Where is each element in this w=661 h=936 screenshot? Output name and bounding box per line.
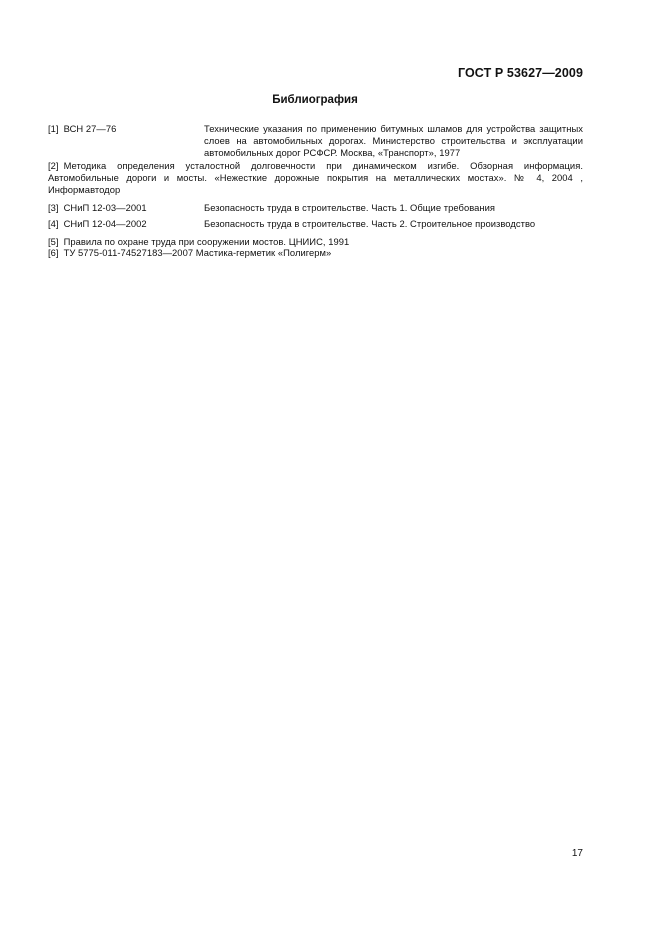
bibliography-entry-4 xyxy=(48,218,583,230)
section-title: Библиография xyxy=(272,94,358,106)
entry-number: [4] xyxy=(48,218,59,229)
entry-description: Мастика-герметик «Полигерм» xyxy=(195,247,332,258)
entry-description: Безопасность труда в строительстве. Часть 1. Общие требования xyxy=(204,202,496,213)
page-number: 17 xyxy=(571,848,583,859)
entry-description: Безопасность труда в строительстве. Часть 2. Строительное производство xyxy=(204,218,536,229)
bibliography-entry-2 xyxy=(48,160,583,196)
entry-number: [1] xyxy=(48,123,59,134)
entry-code: ТУ 5775-011-74527183—2007 xyxy=(63,247,194,258)
entry-code: ВСН 27—76 xyxy=(63,123,117,134)
entry-description: Технические указания по применению битумных шламов для устройства защитных слоев на автомобильных дорогах. Министерство строительства и эксплуатации автомобильных дорог РСФСР. Москва, «Транспорт», 1977 xyxy=(204,123,583,158)
entry-text: Методика определения усталостной долговечности при динамическом изгибе. Обзорная информация. Автомобильные дороги и мосты. «Нежесткие дорожные покрытия на металлических мостах». № 4, 2004 , Информавтодор xyxy=(48,160,583,195)
entry-reference xyxy=(48,202,147,214)
entry-number: [5] xyxy=(48,236,59,247)
entry-reference xyxy=(48,123,116,135)
entry-code: СНиП 12-04—2002 xyxy=(63,218,147,229)
entry-reference xyxy=(48,218,147,230)
entry-number: [3] xyxy=(48,202,59,213)
document-code-header: ГОСТ Р 53627—2009 xyxy=(457,66,583,80)
bibliography-entry-6 xyxy=(48,247,583,259)
entry-description xyxy=(48,160,583,196)
entry-code: СНиП 12-03—2001 xyxy=(63,202,147,213)
entry-text: Правила по охране труда при сооружении мостов. ЦНИИС, 1991 xyxy=(63,236,350,247)
entry-number: [6] xyxy=(48,247,59,258)
bibliography-entry-3 xyxy=(48,202,583,214)
entry-number: [2] xyxy=(48,160,59,171)
bibliography-entry-1 xyxy=(48,123,583,159)
